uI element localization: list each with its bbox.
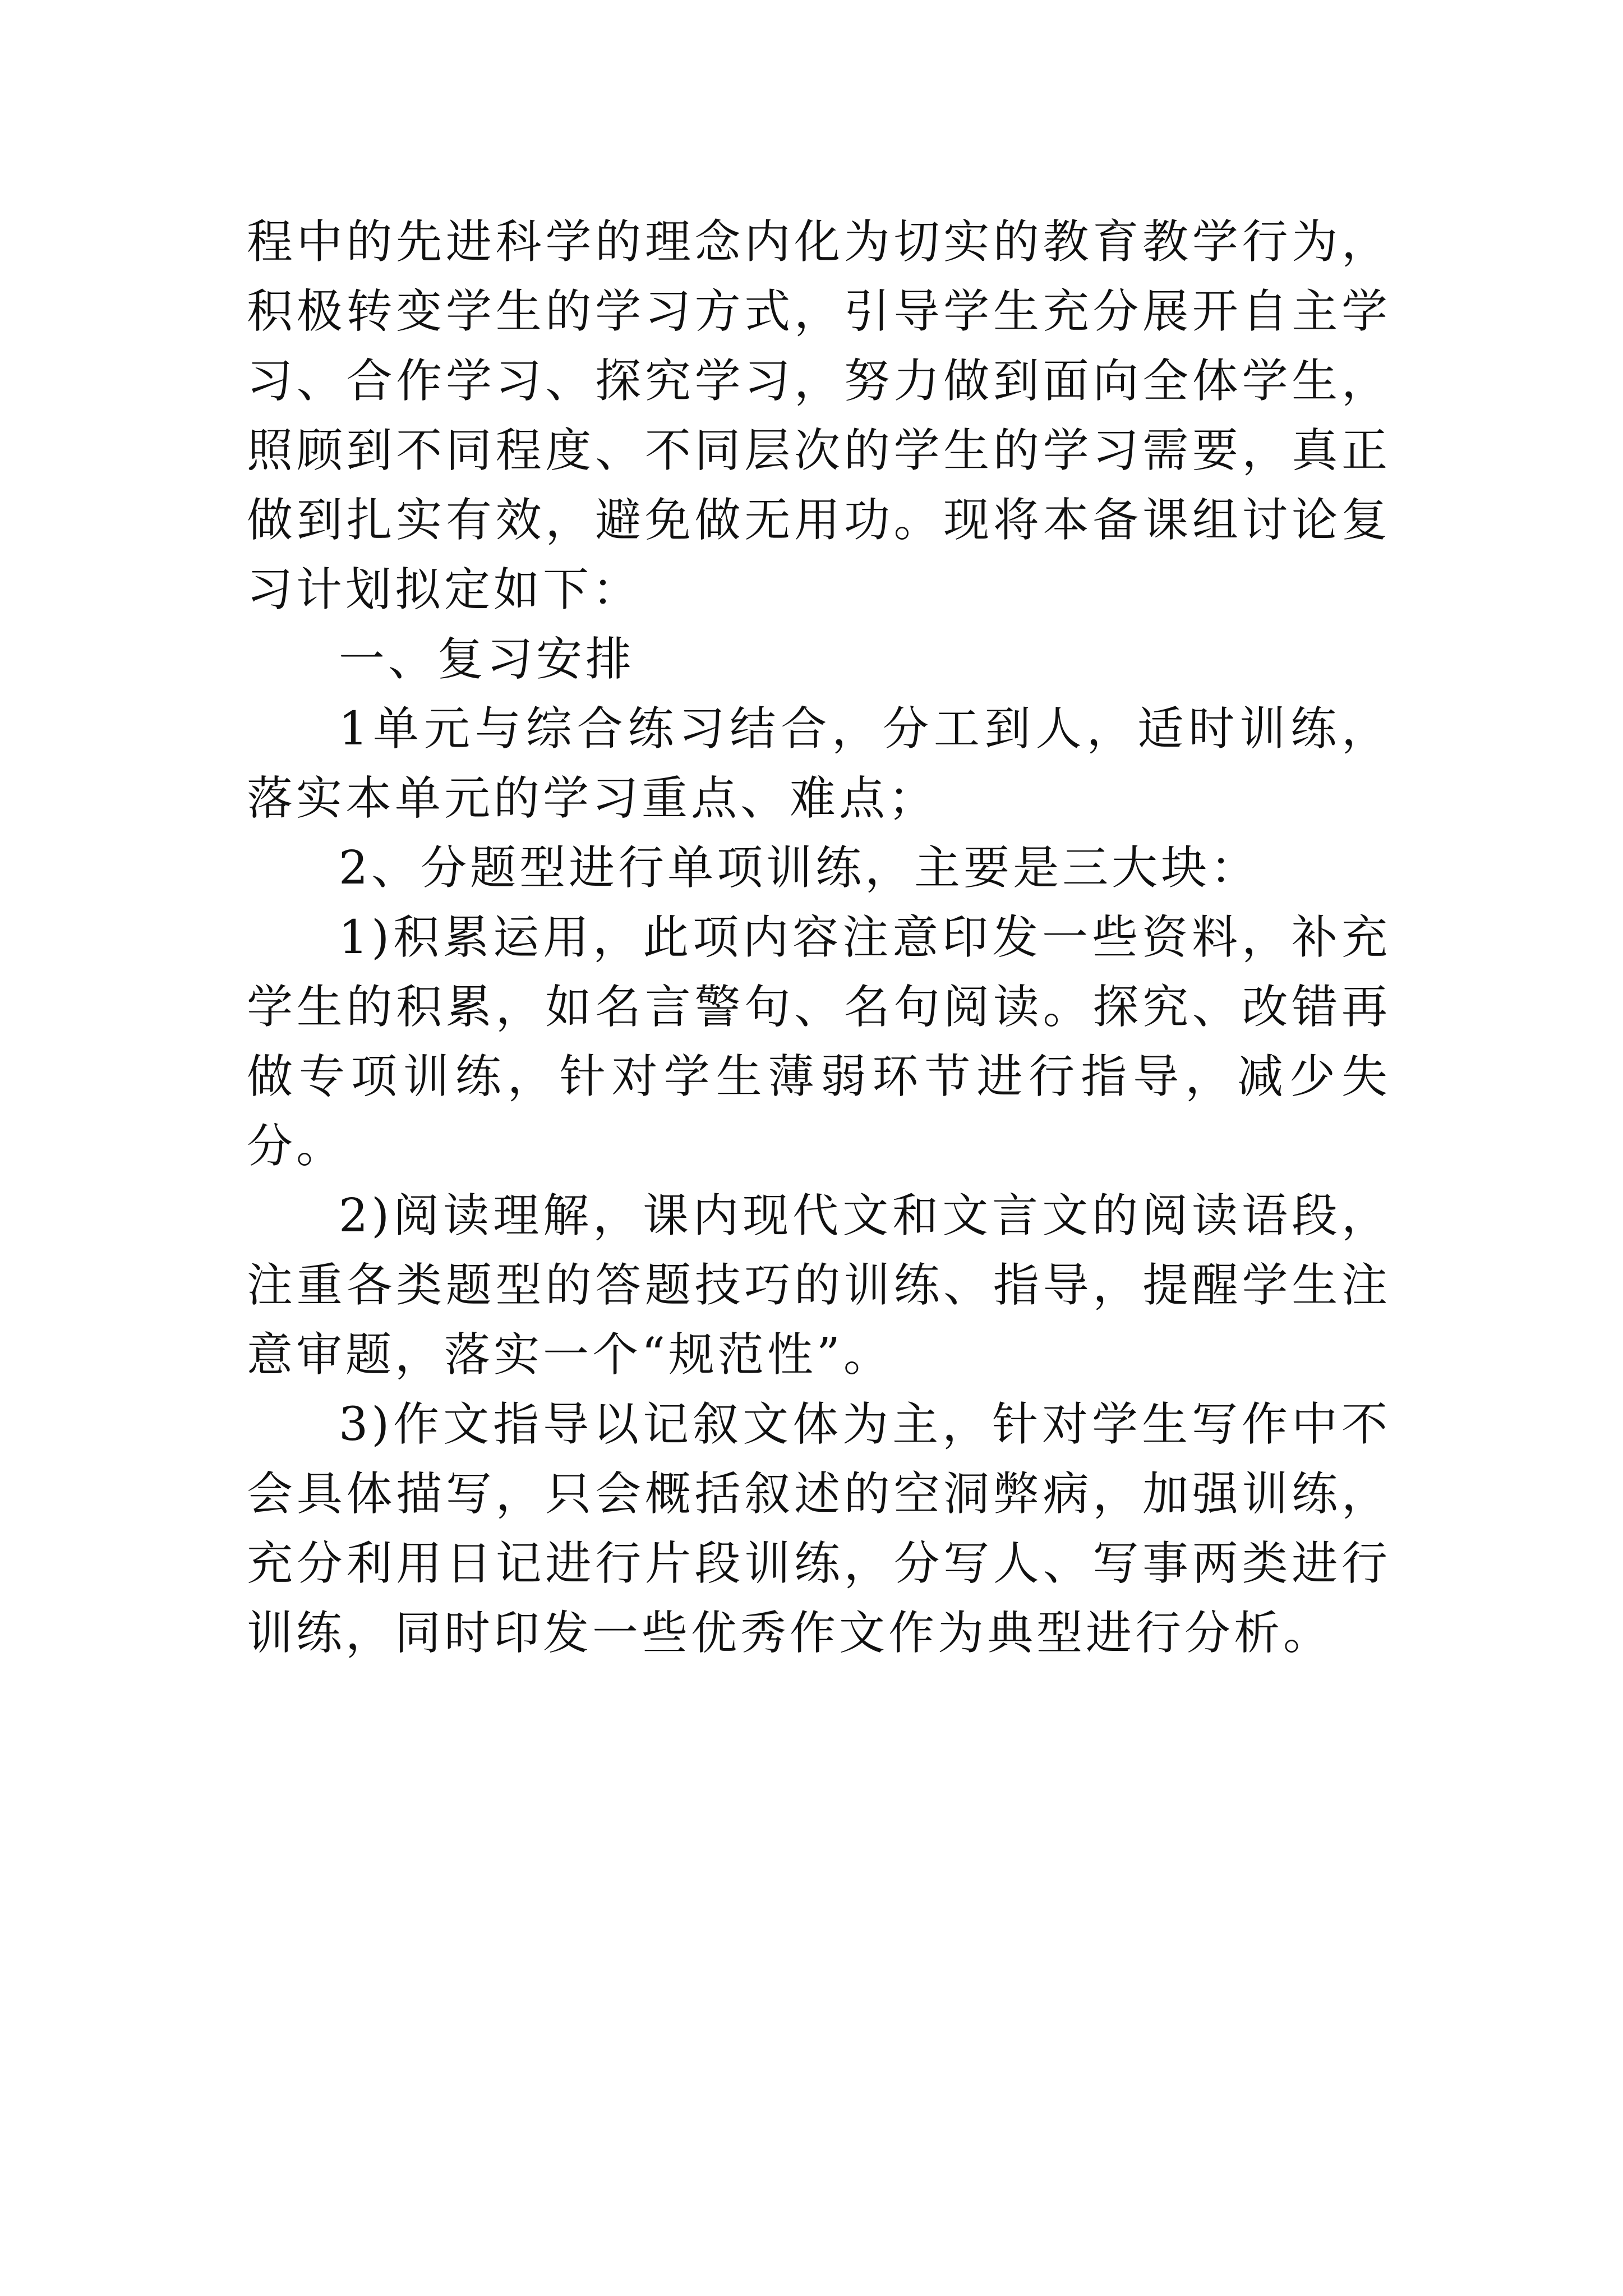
- paragraph-subitem-2: 2)阅读理解，课内现代文和文言文的阅读语段，注重各类题型的答题技巧的训练、指导，提醒学生注意审题，落实一个“规范性”。: [247, 1189, 1391, 1382]
- paragraph-subitem-1: 1)积累运用，此项内容注意印发一些资料，补充学生的积累，如名言警句、名句阅读。探究、改错再做专项训练，针对学生薄弱环节进行指导，减少失分。: [247, 911, 1391, 1173]
- section-heading-review-arrangement: 一、复习安排: [339, 633, 635, 686]
- paragraph-item-2: 2、分题型进行单项训练，主要是三大块：: [339, 841, 1260, 895]
- paragraph-item-1: 1单元与综合练习结合，分工到人，适时训练，落实本单元的学习重点、难点；: [247, 702, 1391, 825]
- paragraph-subitem-3: 3)作文指导以记叙文体为主，针对学生写作中不会具体描写，只会概括叙述的空洞弊病，加强训练，充分利用日记进行片段训练，分写人、写事两类进行训练，同时印发一些优秀作文作为典型进行分析。: [247, 1398, 1391, 1660]
- document-body: [247, 208, 1391, 1668]
- paragraph-continuation: 程中的先进科学的理念内化为切实的教育教学行为，积极转变学生的学习方式，引导学生充分展开自主学习、合作学习、探究学习，努力做到面向全体学生，照顾到不同程度、不同层次的学生的学习需要，真正做到扎实有效，避免做无用功。现将本备课组讨论复习计划拟定如下：: [247, 215, 1391, 616]
